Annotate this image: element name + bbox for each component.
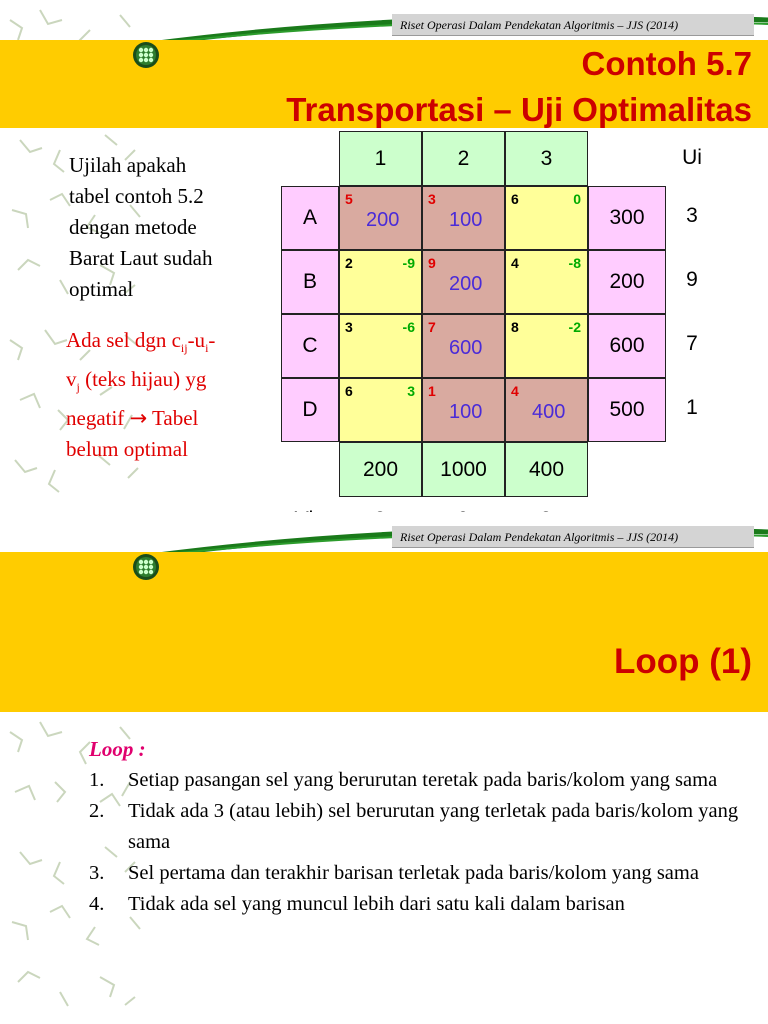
question-line: Ujilah apakah xyxy=(69,153,187,177)
table-cell xyxy=(339,314,422,378)
cell-allocation: 200 xyxy=(449,273,483,295)
table-cell xyxy=(422,378,505,442)
demand-cell: 400 xyxy=(505,442,588,497)
table-cell xyxy=(422,314,505,378)
column-header: 2 xyxy=(422,131,505,186)
demand-cell: 1000 xyxy=(422,442,505,497)
slide-title-line1: Contoh 5.7 xyxy=(581,45,752,82)
cell-allocation: 400 xyxy=(532,401,566,423)
title-band xyxy=(0,552,768,712)
cell-reduced-cost: 0 xyxy=(573,191,581,207)
cell-reduced-cost: 3 xyxy=(407,383,415,399)
supply-cell: 200 xyxy=(588,250,666,314)
table-cell xyxy=(505,378,588,442)
cell-reduced-cost: -9 xyxy=(402,255,415,271)
table-cell xyxy=(505,250,588,314)
column-header: 3 xyxy=(505,131,588,186)
table-cell xyxy=(339,250,422,314)
table-cell xyxy=(339,186,422,250)
loop-rules-list xyxy=(89,765,749,920)
ui-value: 1 xyxy=(686,396,698,419)
question-line: optimal xyxy=(69,277,134,301)
cell-reduced-cost: -6 xyxy=(402,319,415,335)
cell-cost: 7 xyxy=(428,319,436,335)
list-item: 1. Setiap pasangan sel yang berurutan teretak pada baris/kolom yang sama xyxy=(89,769,718,791)
cell-allocation: 600 xyxy=(449,337,483,359)
note-line-2: $v_j$ (teks hijau) yg xyxy=(66,367,207,395)
cell-cost: 8 xyxy=(511,319,519,335)
loop-heading: Loop : xyxy=(89,737,146,761)
question-text xyxy=(69,150,269,305)
list-item: 4. Tidak ada sel yang muncul lebih dari satu kali dalam barisan xyxy=(89,893,625,915)
row-label: A xyxy=(281,186,339,250)
header-caption: Riset Operasi Dalam Pendekatan Algoritmis – JJS (2014) xyxy=(392,526,754,548)
table-cell xyxy=(505,186,588,250)
table-cell xyxy=(505,314,588,378)
cell-reduced-cost: -2 xyxy=(568,319,581,335)
note-line-3: negatif → Tabel xyxy=(66,406,199,431)
ui-header: Ui xyxy=(682,146,702,169)
note-line-4: belum optimal xyxy=(66,437,188,462)
cell-reduced-cost: -8 xyxy=(568,255,581,271)
demand-cell: 200 xyxy=(339,442,422,497)
list-item: 3. Sel pertama dan terakhir barisan terletak pada baris/kolom yang sama xyxy=(89,862,699,884)
ui-value: 9 xyxy=(686,268,698,291)
supply-cell: 300 xyxy=(588,186,666,250)
cell-cost: 4 xyxy=(511,383,519,399)
supply-cell: 500 xyxy=(588,378,666,442)
slide-title-line2: Transportasi – Uji Optimalitas xyxy=(286,91,752,128)
cell-cost: 6 xyxy=(345,383,353,399)
cell-allocation: 100 xyxy=(449,209,483,231)
cell-cost: 6 xyxy=(511,191,519,207)
cell-cost: 3 xyxy=(428,191,436,207)
row-label: D xyxy=(281,378,339,442)
cell-cost: 1 xyxy=(428,383,436,399)
note-line-1: Ada sel dgn $c_{ij}-u_i-$ xyxy=(66,328,216,356)
cell-allocation: 200 xyxy=(366,209,400,231)
bullet-logo-icon xyxy=(132,553,160,581)
cell-cost: 2 xyxy=(345,255,353,271)
row-label: C xyxy=(281,314,339,378)
table-cell xyxy=(339,378,422,442)
note-text xyxy=(66,325,276,465)
cell-cost: 3 xyxy=(345,319,353,335)
supply-cell: 600 xyxy=(588,314,666,378)
cell-cost: 4 xyxy=(511,255,519,271)
cell-cost: 9 xyxy=(428,255,436,271)
column-header: 1 xyxy=(339,131,422,186)
ui-value: 3 xyxy=(686,204,698,227)
list-item: 2. Tidak ada 3 (atau lebih) sel berurutan yang terletak pada baris/kolom yang sama xyxy=(89,800,739,853)
question-line: Barat Laut sudah xyxy=(69,246,213,270)
header-caption: Riset Operasi Dalam Pendekatan Algoritmis – JJS (2014) xyxy=(392,14,754,36)
bullet-logo-icon xyxy=(132,41,160,69)
arrow-right-icon: → xyxy=(129,406,148,431)
question-line: dengan metode xyxy=(69,215,197,239)
row-label: B xyxy=(281,250,339,314)
slide-title: Loop (1) xyxy=(613,642,752,681)
cell-allocation: 100 xyxy=(449,401,483,423)
question-line: tabel contoh 5.2 xyxy=(69,184,204,208)
slide-loop-1 xyxy=(0,512,768,1024)
table-cell xyxy=(422,186,505,250)
ui-value: 7 xyxy=(686,332,698,355)
cell-cost: 5 xyxy=(345,191,353,207)
table-cell xyxy=(422,250,505,314)
